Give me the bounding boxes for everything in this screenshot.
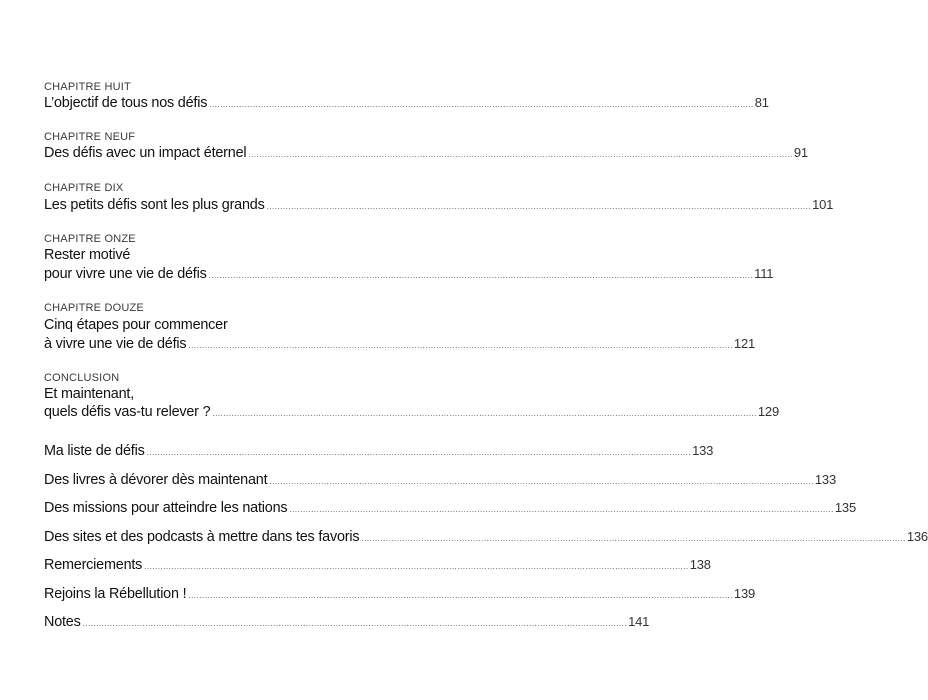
page-number: 129 — [757, 404, 779, 419]
toc-entry-appendix[interactable] — [44, 557, 711, 573]
leader-dots: ........................................................................................................................................................................................................ — [266, 202, 812, 211]
entry-title: Notes — [44, 614, 81, 630]
leader-dots: ........................................................................................................................................................................................................ — [144, 562, 689, 571]
chapter-label: CHAPITRE NEUF — [44, 131, 136, 143]
toc-entry-chapter-10[interactable] — [44, 197, 834, 213]
chapter-label: CHAPITRE ONZE — [44, 233, 136, 245]
entry-title-line: Rester motivé — [44, 247, 131, 263]
leader-dots: ........................................................................................................................................................................................................ — [361, 534, 906, 543]
leader-dots: ........................................................................................................................................................................................................ — [209, 100, 754, 109]
page-number: 121 — [733, 336, 756, 351]
toc-entry-conclusion[interactable] — [44, 404, 779, 420]
leader-dots: ........................................................................................................................................................................................................ — [208, 271, 754, 280]
page-number: 136 — [906, 529, 928, 544]
leader-dots: ........................................................................................................................................................................................................ — [269, 477, 814, 486]
toc-entry-chapter-9[interactable] — [44, 145, 808, 161]
leader-dots: ........................................................................................................................................................................................................ — [248, 150, 793, 159]
leader-dots: ........................................................................................................................................................................................................ — [146, 448, 692, 457]
entry-title: Des missions pour atteindre les nations — [44, 500, 288, 516]
entry-title-line: Et maintenant, — [44, 386, 134, 402]
entry-title: pour vivre une vie de défis — [44, 266, 207, 282]
entry-title: Remerciements — [44, 557, 143, 573]
chapter-label: CONCLUSION — [44, 372, 120, 384]
entry-title: Les petits défis sont les plus grands — [44, 197, 265, 213]
chapter-label: CHAPITRE DOUZE — [44, 302, 144, 314]
entry-title-line: Cinq étapes pour commencer — [44, 317, 228, 333]
toc-entry-chapter-12[interactable] — [44, 336, 756, 352]
page-number: 101 — [812, 197, 834, 212]
chapter-label: CHAPITRE DIX — [44, 182, 124, 194]
entry-title: Ma liste de défis — [44, 443, 145, 459]
page-number: 135 — [834, 500, 856, 515]
toc-entry-appendix[interactable] — [44, 472, 836, 488]
toc-entry-chapter-11[interactable] — [44, 266, 774, 282]
entry-title: L’objectif de tous nos défis — [44, 95, 208, 111]
page-number: 139 — [733, 586, 756, 601]
leader-dots: ........................................................................................................................................................................................................ — [188, 591, 733, 600]
entry-title: Des sites et des podcasts à mettre dans tes favoris — [44, 529, 360, 545]
toc-entry-appendix[interactable] — [44, 500, 856, 516]
toc-entry-appendix[interactable] — [44, 443, 714, 459]
entry-title: Rejoins la Rébellution ! — [44, 586, 187, 602]
entry-title: Des livres à dévorer dès maintenant — [44, 472, 268, 488]
toc-entry-appendix[interactable] — [44, 614, 650, 630]
page-number: 111 — [754, 266, 774, 281]
entry-title: quels défis vas-tu relever ? — [44, 404, 211, 420]
leader-dots: ........................................................................................................................................................................................................ — [82, 619, 628, 628]
leader-dots: ........................................................................................................................................................................................................ — [212, 409, 757, 418]
page-number: 81 — [754, 95, 769, 110]
page-number: 133 — [692, 443, 714, 458]
page-number: 91 — [793, 145, 808, 160]
toc-entry-appendix[interactable] — [44, 529, 928, 545]
leader-dots: ........................................................................................................................................................................................................ — [289, 505, 834, 514]
toc-entry-appendix[interactable] — [44, 586, 756, 602]
entry-title: Des défis avec un impact éternel — [44, 145, 247, 161]
page-number: 141 — [628, 614, 650, 629]
page-number: 138 — [689, 557, 711, 572]
entry-title: à vivre une vie de défis — [44, 336, 187, 352]
chapter-label: CHAPITRE HUIT — [44, 81, 131, 93]
page-number: 133 — [814, 472, 836, 487]
toc-entry-chapter-8[interactable] — [44, 95, 769, 111]
leader-dots: ........................................................................................................................................................................................................ — [188, 341, 733, 350]
